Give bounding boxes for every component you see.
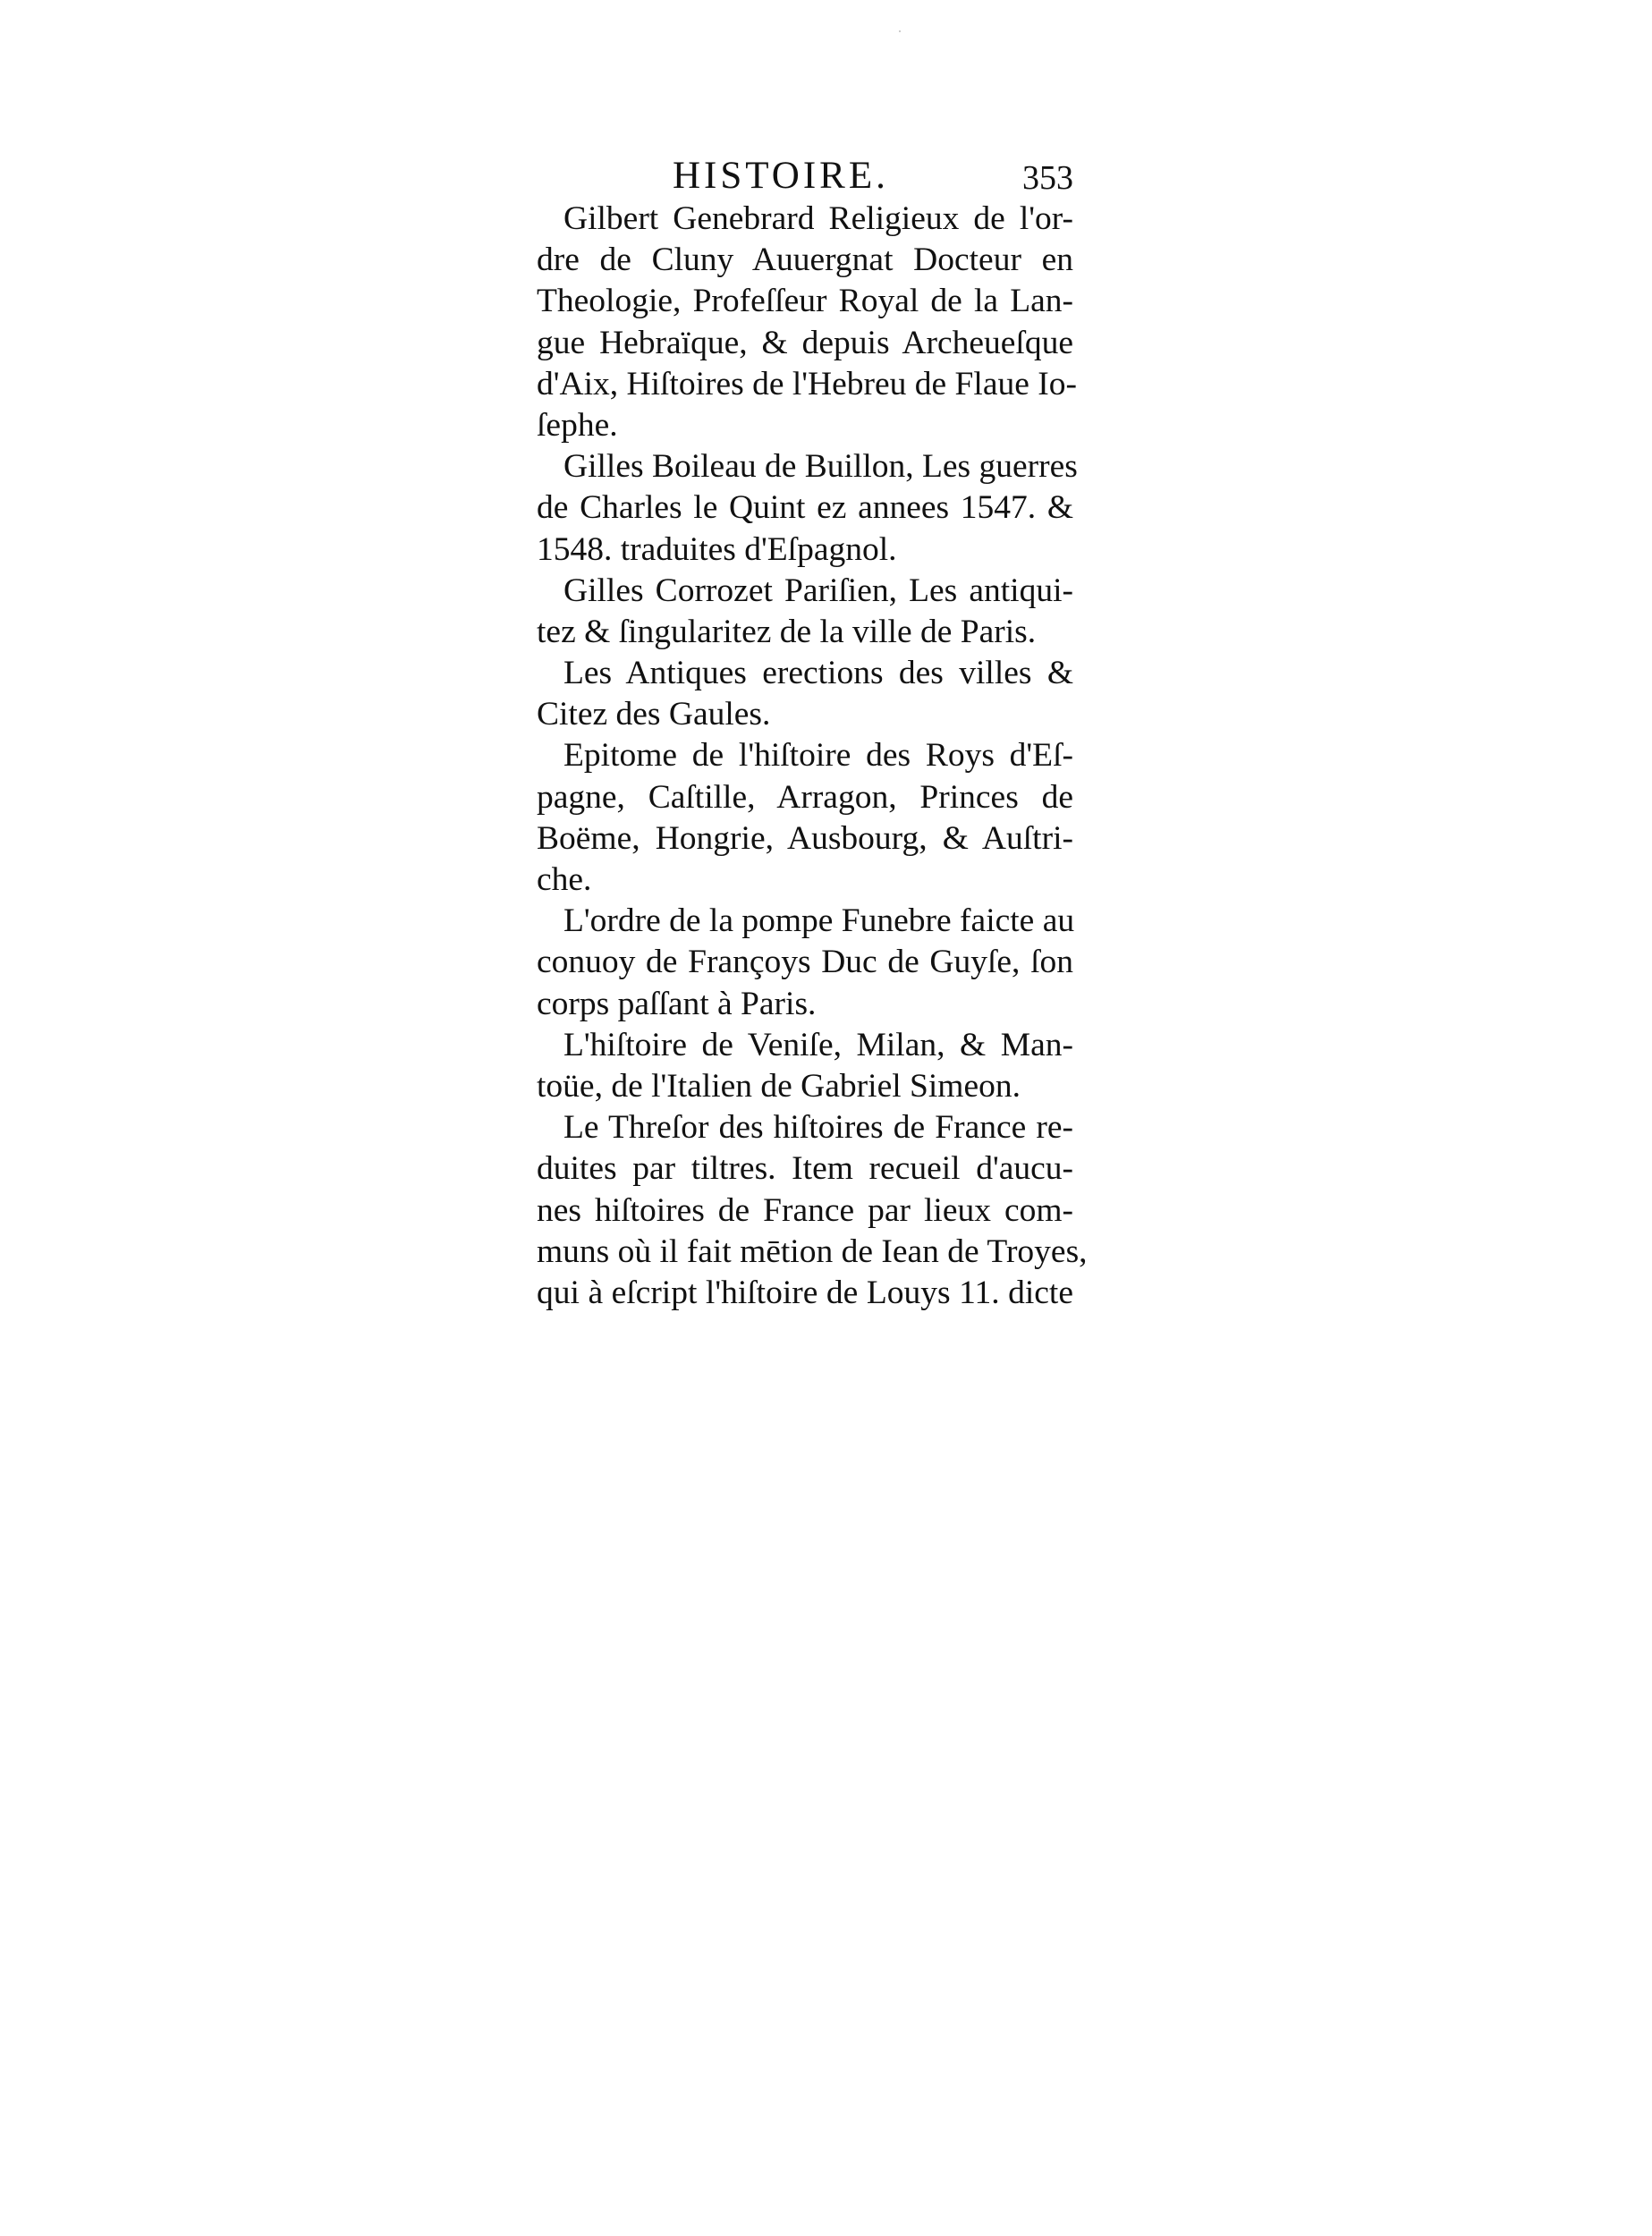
text-line: L'ordre de la pompe Funebre faicte au	[563, 902, 1075, 940]
text-line: ſephe.	[537, 406, 618, 444]
text-line: conuoy de Françoys Duc de Guyſe, ſon	[537, 944, 1073, 981]
text-line: L'hiſtoire de Veniſe, Milan, & Man-	[563, 1026, 1073, 1063]
text-line: Gilbert Genebrard Religieux de l'or-	[563, 200, 1073, 237]
text-line: toüe, de l'Italien de Gabriel Simeon.	[537, 1067, 1021, 1105]
text-line: d'Aix, Hiſtoires de l'Hebreu de Flaue Io-	[537, 365, 1077, 402]
text-line: muns où il fait mētion de Iean de Troyes,	[537, 1232, 1088, 1270]
text-line: qui à eſcript l'hiſtoire de Louys 11. dicte	[537, 1274, 1073, 1311]
text-line: pagne, Caſtille, Arragon, Princes de	[537, 778, 1073, 816]
text-line: che.	[537, 861, 592, 898]
text-line: nes hiſtoires de France par lieux com-	[537, 1191, 1073, 1229]
text-line: dre de Cluny Auuergnat Docteur en	[537, 241, 1073, 279]
text-line: Le Threſor des hiſtoires de France re-	[563, 1109, 1073, 1147]
text-line: Gilles Boileau de Buillon, Les guerres	[563, 448, 1078, 486]
text-line: duites par tiltres. Item recueil d'aucu-	[537, 1150, 1073, 1188]
text-line: de Charles le Quint ez annees 1547. &	[537, 489, 1073, 527]
text-line: Gilles Corrozet Pariſien, Les antiqui-	[563, 572, 1073, 609]
text-line: gue Hebraïque, & depuis Archeueſque	[537, 324, 1073, 361]
text-line: corps paſſant à Paris.	[537, 985, 817, 1022]
text-line: Boëme, Hongrie, Ausbourg, & Auſtri-	[537, 819, 1073, 857]
page-number: 353	[1022, 159, 1073, 197]
text-line: tez & ſingularitez de la ville de Paris.	[537, 613, 1037, 650]
text-line: Epitome de l'hiſtoire des Roys d'Eſ-	[563, 737, 1073, 775]
page-header	[537, 154, 1091, 199]
text-line: Citez des Gaules.	[537, 696, 771, 733]
text-line: Les Antiques erections des villes &	[563, 655, 1073, 692]
scan-speck	[899, 30, 901, 32]
body-text	[537, 199, 1088, 1314]
text-line: 1548. traduites d'Eſpagnol.	[537, 530, 897, 568]
text-line: Theologie, Profeſſeur Royal de la Lan-	[537, 283, 1073, 320]
running-title: HISTOIRE.	[673, 155, 889, 197]
